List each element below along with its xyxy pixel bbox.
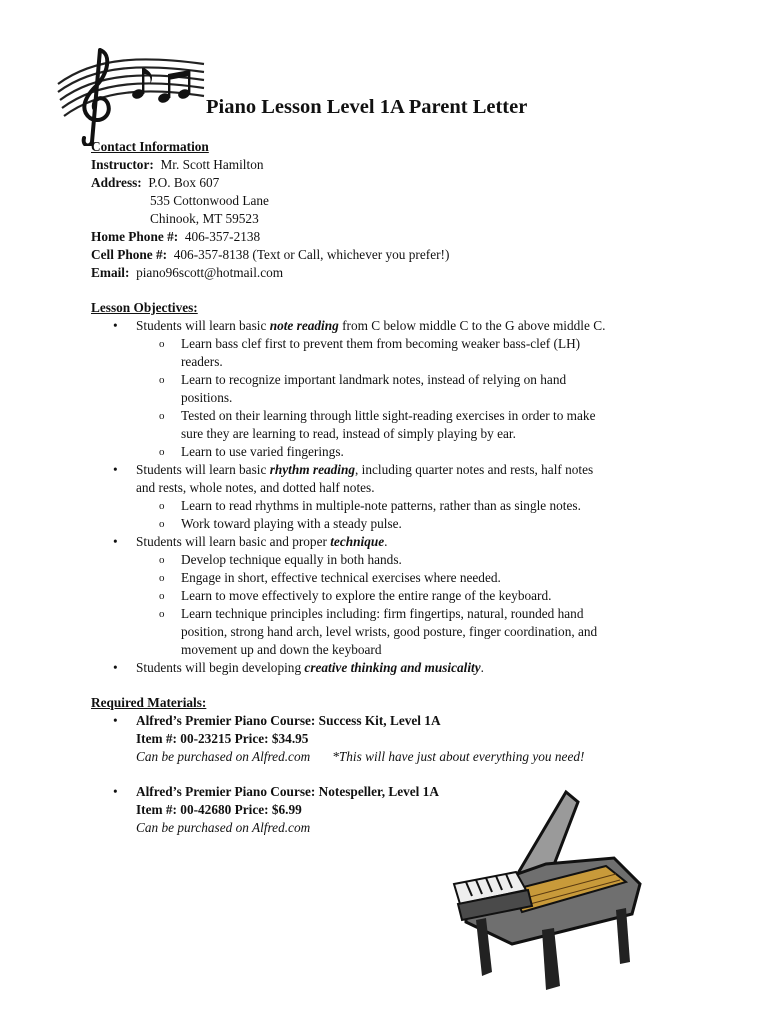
bullet-icon: • (113, 660, 118, 675)
objective-text: Students will learn basic and proper (136, 534, 331, 549)
subitem-text: sure they are learning to read, instead of simply playing by ear. (181, 426, 516, 441)
sub-bullet-icon: o (159, 608, 165, 620)
bullet-icon: • (113, 534, 118, 549)
objective-subitem (91, 605, 691, 659)
sub-bullet-icon: o (159, 518, 165, 530)
subitem-text: Learn to use varied fingerings. (181, 444, 344, 459)
email-address: piano96scott@hotmail.com (136, 265, 284, 280)
subitem-text: position, strong hand arch, level wrists, good posture, finger coordination, and (181, 624, 598, 639)
subitem-text: Tested on their learning through little sight-reading exercises in order to make (181, 408, 596, 423)
instructor-line: Instructor: Mr. Scott Hamilton (91, 157, 264, 172)
subitem-text: Develop technique equally in both hands. (181, 552, 402, 567)
objective-subitem (91, 551, 691, 569)
objective-subitem (91, 569, 691, 587)
subitem-text: readers. (181, 354, 223, 369)
sub-bullet-icon: o (159, 410, 165, 422)
material-item-price: Item #: 00-42680 Price: $6.99 (136, 802, 302, 817)
address-line-3: Chinook, MT 59523 (150, 211, 259, 226)
objectives-heading: Lesson Objectives: (91, 300, 198, 315)
subitem-text: Learn to read rhythms in multiple-note patterns, rather than as single notes. (181, 498, 581, 513)
material-purchase-source: Can be purchased on Alfred.com (136, 820, 311, 835)
subitem-text: Learn to move effectively to explore the entire range of the keyboard. (181, 588, 552, 603)
objective-text: , including quarter notes and rests, half notes (355, 462, 594, 477)
sub-bullet-icon: o (159, 446, 165, 458)
objective-text: and rests, whole notes, and dotted half notes. (136, 480, 375, 495)
objective-subitem (91, 371, 691, 407)
objective-subitem (91, 407, 691, 443)
objective-text: Students will learn basic (136, 462, 270, 477)
objective-subitem (91, 443, 691, 461)
objective-emphasis: rhythm reading (269, 462, 356, 477)
bullet-icon: • (113, 713, 118, 728)
sub-bullet-icon: o (159, 338, 165, 350)
subitem-text: Engage in short, effective technical exercises where needed. (181, 570, 501, 585)
objective-subitem (91, 587, 691, 605)
email-line: Email: piano96scott@hotmail.com (91, 265, 284, 280)
objective-emphasis: creative thinking and musicality (304, 660, 481, 675)
page-title: Piano Lesson Level 1A Parent Letter (206, 96, 528, 118)
objective-text: from C below middle C to the G above middle C. (338, 318, 606, 333)
subitem-text: Learn to recognize important landmark notes, instead of relying on hand (181, 372, 567, 387)
objective-text: . (480, 660, 484, 675)
material-purchase-line (136, 748, 691, 766)
objective-text: . (384, 534, 388, 549)
home-phone-line: Home Phone #: 406-357-2138 (91, 229, 261, 244)
instructor-name: Mr. Scott Hamilton (160, 157, 264, 172)
bullet-icon: • (113, 318, 118, 333)
subitem-text: Learn technique principles including: firm fingertips, natural, rounded hand (181, 606, 584, 621)
objective-text: Students will begin developing (136, 660, 305, 675)
subitem-text: Learn bass clef first to prevent them from becoming weaker bass-clef (LH) (181, 336, 581, 351)
letter-body (91, 138, 691, 837)
bullet-icon: • (113, 784, 118, 799)
objective-subitem (91, 515, 691, 533)
sub-bullet-icon: o (159, 590, 165, 602)
address-line-2: 535 Cottonwood Lane (150, 193, 269, 208)
objective-item (91, 317, 691, 335)
sub-bullet-icon: o (159, 554, 165, 566)
objective-item (91, 461, 691, 497)
address-line: Address: P.O. Box 607 (91, 175, 220, 190)
objectives-list (91, 317, 691, 677)
material-name: Alfred’s Premier Piano Course: Notespeller, Level 1A (136, 784, 439, 799)
objective-subitem (91, 335, 691, 371)
sub-bullet-icon: o (159, 500, 165, 512)
objective-item (91, 659, 691, 677)
material-note: *This will have just about everything you need! (332, 749, 585, 764)
bullet-icon: • (113, 462, 118, 477)
subitem-text: positions. (181, 390, 233, 405)
objective-emphasis: technique (330, 534, 385, 549)
objective-subitem (91, 497, 691, 515)
cell-phone-line: Cell Phone #: 406-357-8138 (Text or Call, whichever you prefer!) (91, 247, 450, 262)
objective-emphasis: note reading (269, 318, 339, 333)
sub-bullet-icon: o (159, 572, 165, 584)
material-item (91, 712, 691, 766)
objective-text: Students will learn basic (136, 318, 270, 333)
objective-item (91, 533, 691, 551)
materials-heading: Required Materials: (91, 695, 207, 710)
contact-heading: Contact Information (91, 139, 209, 154)
grand-piano-icon (446, 772, 646, 1002)
subitem-text: movement up and down the keyboard (181, 642, 382, 657)
music-notes-logo-icon (56, 46, 206, 146)
subitem-text: Work toward playing with a steady pulse. (181, 516, 402, 531)
material-purchase-source: Can be purchased on Alfred.com (136, 749, 311, 764)
sub-bullet-icon: o (159, 374, 165, 386)
material-item-price: Item #: 00-23215 Price: $34.95 (136, 731, 309, 746)
material-name: Alfred’s Premier Piano Course: Success Kit, Level 1A (136, 713, 441, 728)
